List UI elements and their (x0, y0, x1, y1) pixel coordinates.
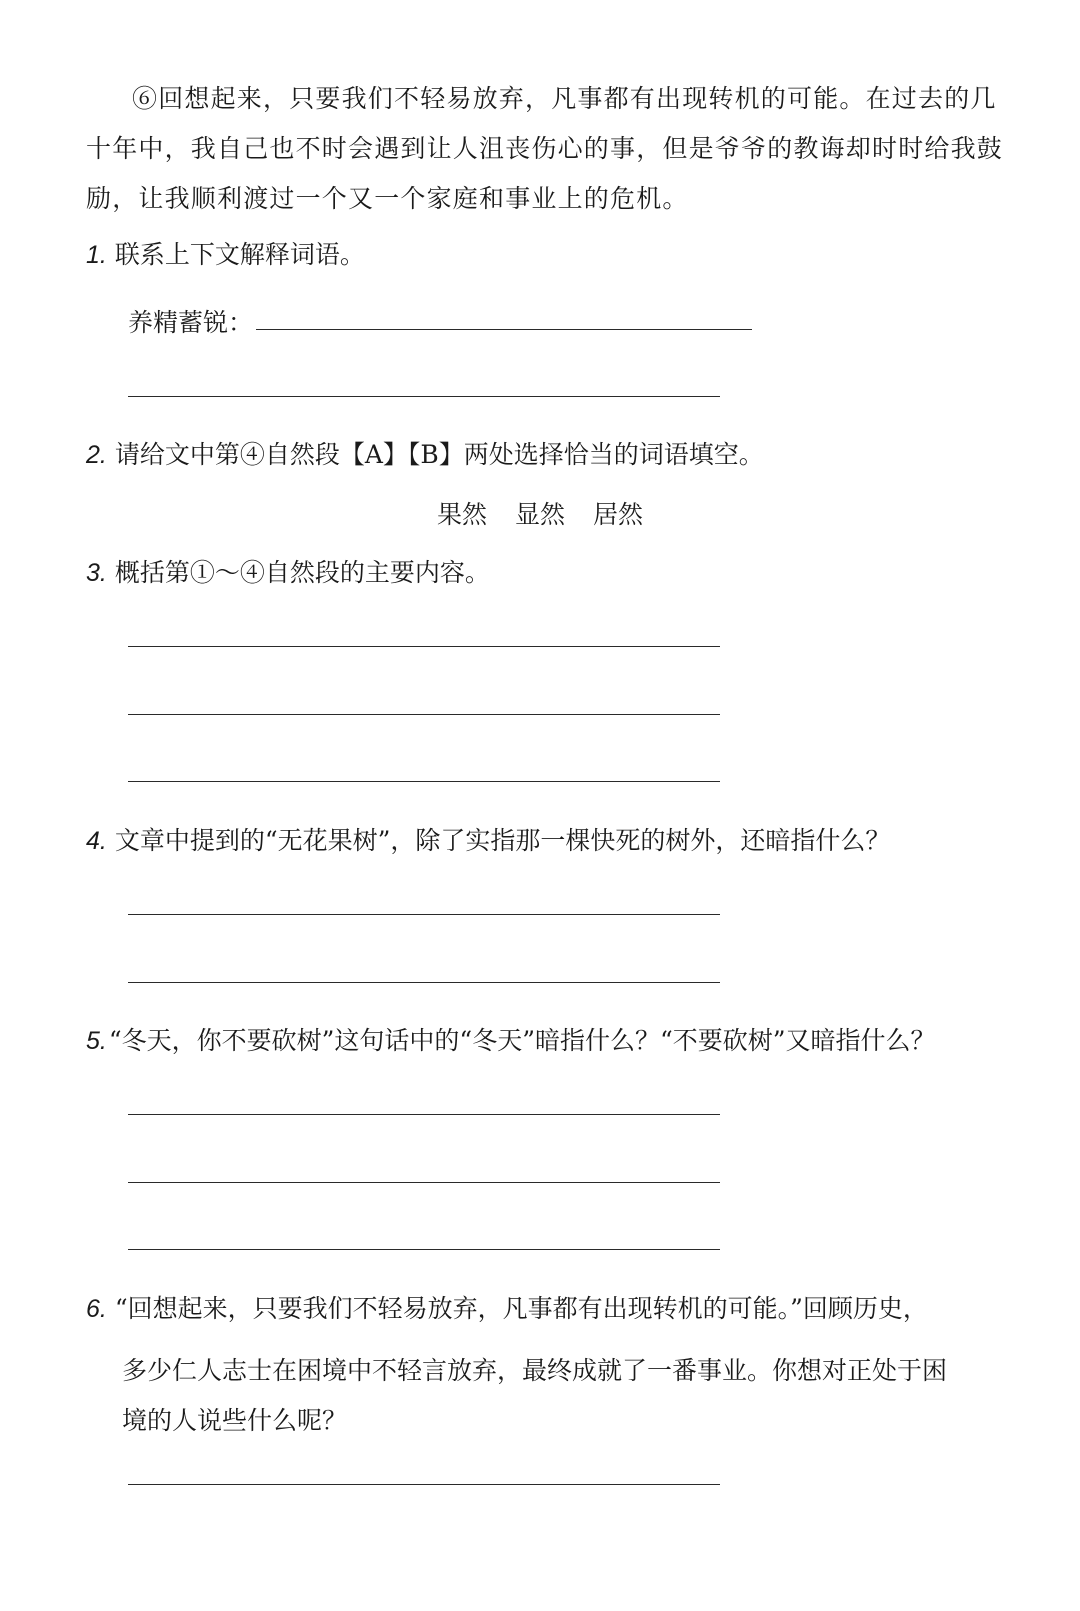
passage-line-1: ⑥回想起来，只要我们不轻易放弃，凡事都有出现转机的可能。在过去的几 (132, 84, 997, 113)
choice-word: 显然 (514, 500, 565, 529)
answer-line[interactable] (128, 982, 720, 983)
choice-word: 果然 (437, 500, 488, 529)
passage-line-3: 励，让我顺利渡过一个又一个家庭和事业上的危机。 (86, 184, 689, 213)
question-number: 6. (86, 1295, 107, 1323)
answer-line[interactable] (128, 914, 720, 915)
term-label: 养精蓄锐： (128, 308, 254, 337)
answer-line[interactable] (128, 1114, 720, 1115)
answer-line[interactable] (256, 329, 752, 330)
question-text: 联系上下文解释词语。 (114, 240, 365, 269)
word-choices (0, 498, 1080, 532)
answer-line[interactable] (128, 1182, 720, 1183)
passage-line-2: 十年中，我自己也不时会遇到让人沮丧伤心的事，但是爷爷的教诲却时时给我鼓 (86, 134, 1004, 163)
question-text: 概括第①～④自然段的主要内容。 (114, 558, 490, 587)
question-number: 2. (86, 441, 107, 469)
question-5 (86, 1024, 936, 1058)
question-4 (86, 824, 890, 858)
answer-line[interactable] (128, 396, 720, 397)
question-text: 请给文中第④自然段【A】【B】两处选择恰当的词语填空。 (114, 440, 764, 469)
question-number: 5. (86, 1027, 107, 1055)
question-number: 1. (86, 241, 107, 269)
question-6 (86, 1292, 928, 1326)
question-text: 文章中提到的“无花果树”，除了实指那一棵快死的树外，还暗指什么？ (114, 826, 891, 855)
question-6-continued: 境的人说些什么呢？ (122, 1406, 348, 1435)
question-number: 3. (86, 559, 107, 587)
question-3 (86, 556, 490, 590)
answer-line[interactable] (128, 1249, 720, 1250)
question-text: “回想起来，只要我们不轻易放弃，凡事都有出现转机的可能。”回顾历史， (114, 1294, 928, 1323)
question-1 (86, 238, 365, 272)
question-2 (86, 438, 764, 472)
answer-line[interactable] (128, 1484, 720, 1485)
question-6-continued: 多少仁人志士在困境中不轻言放弃，最终成就了一番事业。你想对正处于困 (122, 1356, 948, 1385)
question-number: 4. (86, 827, 107, 855)
answer-line[interactable] (128, 646, 720, 647)
answer-line[interactable] (128, 714, 720, 715)
answer-line[interactable] (128, 781, 720, 782)
question-text: “冬天，你不要砍树”这句话中的“冬天”暗指什么？“不要砍树”又暗指什么？ (108, 1026, 936, 1055)
choice-word: 居然 (592, 500, 643, 529)
